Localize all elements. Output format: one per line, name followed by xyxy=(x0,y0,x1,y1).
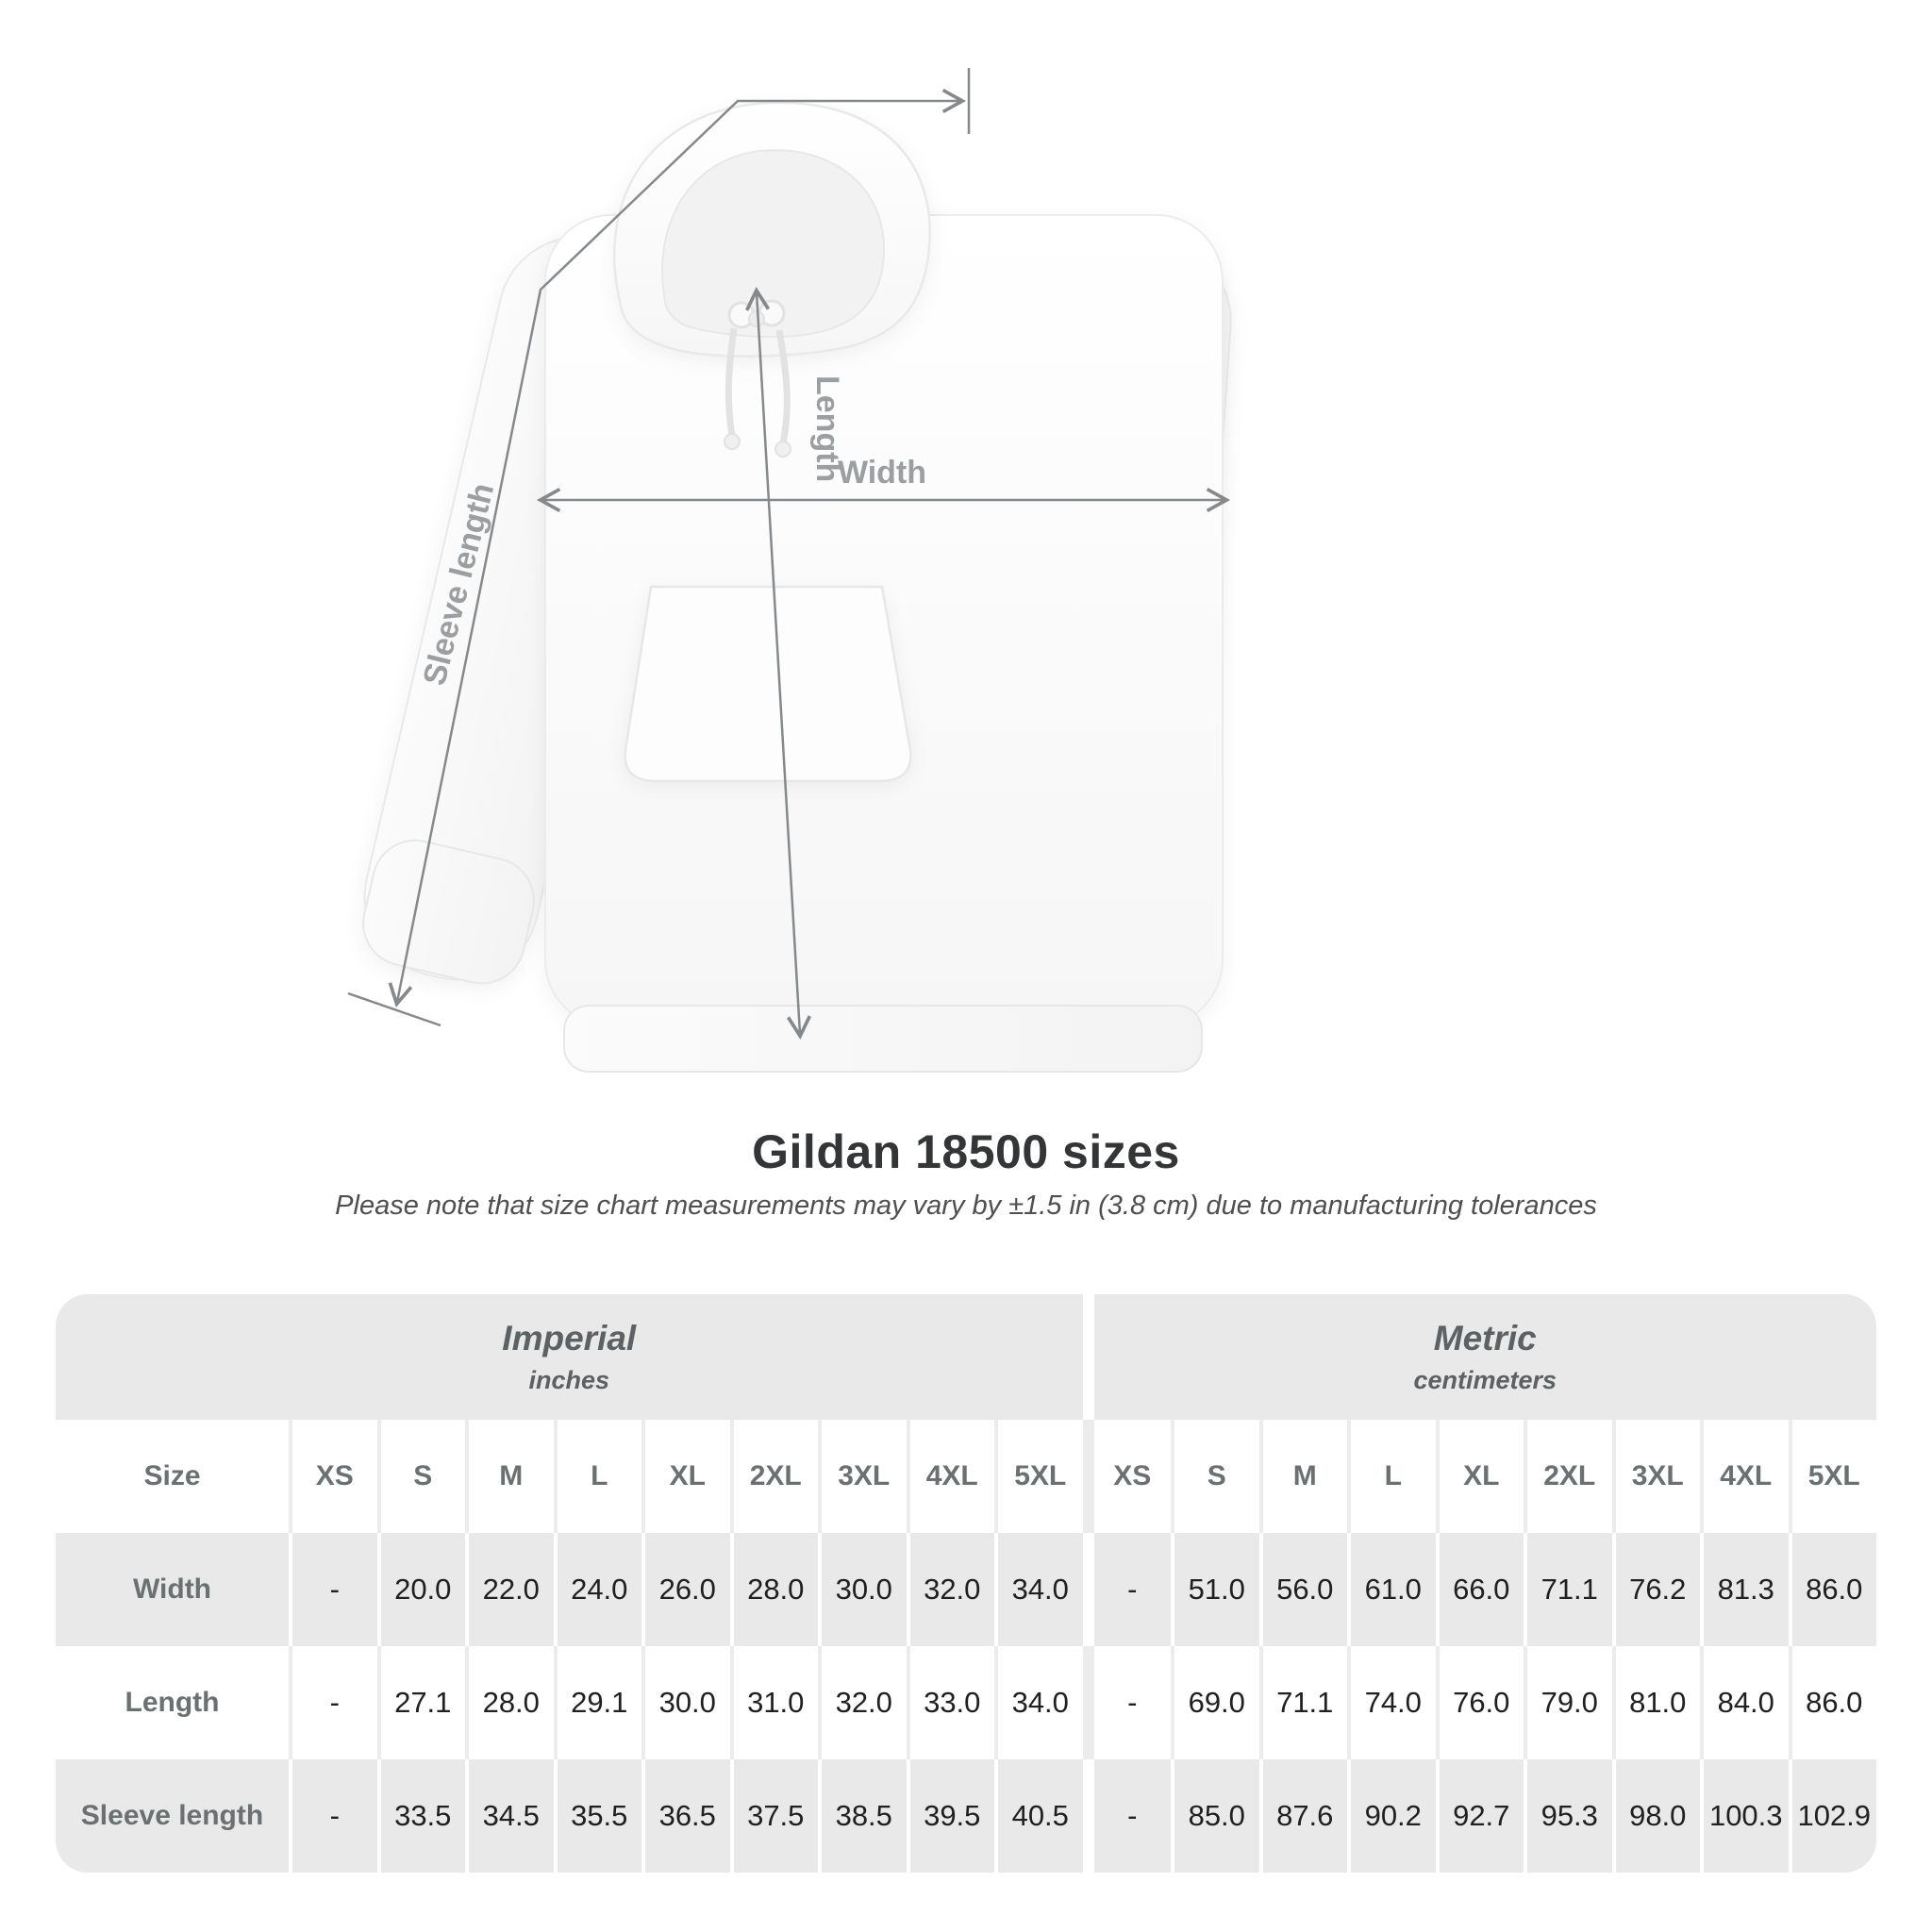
metric-value-cell: - xyxy=(1083,1533,1172,1646)
metric-size-col-xl: XL xyxy=(1436,1420,1524,1533)
imperial-band xyxy=(56,1294,1083,1420)
imperial-size-col-xs: XS xyxy=(289,1420,377,1533)
imperial-value-cell: 38.5 xyxy=(818,1759,907,1873)
metric-value-cell: 56.0 xyxy=(1259,1533,1348,1646)
metric-value-cell: 85.0 xyxy=(1171,1759,1259,1873)
row-label: Width xyxy=(56,1533,289,1646)
metric-value-cell: 79.0 xyxy=(1524,1646,1612,1759)
metric-value-cell: 98.0 xyxy=(1612,1759,1701,1873)
metric-size-col-l: L xyxy=(1347,1420,1436,1533)
imperial-value-cell: 40.5 xyxy=(994,1759,1083,1873)
row-length xyxy=(56,1646,1876,1759)
metric-size-col-xs: XS xyxy=(1083,1420,1172,1533)
imperial-value-cell: 34.0 xyxy=(994,1646,1083,1759)
imperial-value-cell: 28.0 xyxy=(730,1533,819,1646)
imperial-value-cell: 22.0 xyxy=(465,1533,554,1646)
imperial-value-cell: 30.0 xyxy=(818,1533,907,1646)
imperial-size-col-xl: XL xyxy=(641,1420,730,1533)
metric-value-cell: - xyxy=(1083,1759,1172,1873)
imperial-value-cell: 34.0 xyxy=(994,1533,1083,1646)
imperial-value-cell: 34.5 xyxy=(465,1759,554,1873)
metric-band-title: Metric xyxy=(1433,1318,1537,1357)
metric-band-unit: centimeters xyxy=(1413,1366,1557,1395)
kangaroo-pocket xyxy=(625,587,911,781)
imperial-value-cell: 30.0 xyxy=(641,1646,730,1759)
size-column-header: Size xyxy=(56,1420,289,1533)
imperial-value-cell: 20.0 xyxy=(377,1533,466,1646)
imperial-value-cell: 36.5 xyxy=(641,1759,730,1873)
metric-value-cell: 69.0 xyxy=(1171,1646,1259,1759)
metric-value-cell: 87.6 xyxy=(1259,1759,1348,1873)
hem-band xyxy=(564,1006,1202,1072)
imperial-value-cell: 29.1 xyxy=(554,1646,642,1759)
metric-value-cell: 92.7 xyxy=(1436,1759,1524,1873)
metric-value-cell: - xyxy=(1083,1646,1172,1759)
imperial-value-cell: 39.5 xyxy=(907,1759,995,1873)
metric-size-col-s: S xyxy=(1171,1420,1259,1533)
metric-value-cell: 61.0 xyxy=(1347,1533,1436,1646)
imperial-size-col-m: M xyxy=(465,1420,554,1533)
row-label: Length xyxy=(56,1646,289,1759)
imperial-size-col-4xl: 4XL xyxy=(907,1420,995,1533)
imperial-size-col-s: S xyxy=(377,1420,466,1533)
imperial-value-cell: - xyxy=(289,1646,377,1759)
metric-size-col-5xl: 5XL xyxy=(1789,1420,1877,1533)
imperial-value-cell: - xyxy=(289,1533,377,1646)
metric-value-cell: 95.3 xyxy=(1524,1759,1612,1873)
metric-value-cell: 81.0 xyxy=(1612,1646,1701,1759)
imperial-value-cell: - xyxy=(289,1759,377,1873)
size-table xyxy=(56,1294,1876,1873)
metric-size-col-m: M xyxy=(1259,1420,1348,1533)
metric-size-col-3xl: 3XL xyxy=(1612,1420,1701,1533)
metric-value-cell: 76.2 xyxy=(1612,1533,1701,1646)
imperial-value-cell: 32.0 xyxy=(907,1533,995,1646)
imperial-value-cell: 37.5 xyxy=(730,1759,819,1873)
metric-band xyxy=(1083,1294,1877,1420)
metric-value-cell: 76.0 xyxy=(1436,1646,1524,1759)
imperial-value-cell: 35.5 xyxy=(554,1759,642,1873)
row-width xyxy=(56,1533,1876,1646)
metric-value-cell: 86.0 xyxy=(1789,1533,1877,1646)
metric-value-cell: 100.3 xyxy=(1700,1759,1789,1873)
sleeve-length-measure-label: Sleeve length xyxy=(416,479,502,690)
metric-value-cell: 71.1 xyxy=(1524,1533,1612,1646)
row-label: Sleeve length xyxy=(56,1759,289,1873)
imperial-size-col-l: L xyxy=(554,1420,642,1533)
unit-band-row xyxy=(56,1294,1876,1420)
page-title: Gildan 18500 sizes xyxy=(752,1125,1180,1178)
imperial-band-unit: inches xyxy=(528,1366,610,1395)
width-measure-label: Width xyxy=(837,455,927,491)
imperial-size-col-3xl: 3XL xyxy=(818,1420,907,1533)
tolerance-note: Please note that size chart measurements may vary by ±1.5 in (3.8 cm) due to manufacturing tolerances xyxy=(335,1191,1597,1221)
row-sleeve-length xyxy=(56,1759,1876,1873)
sleeve-bottom-tick xyxy=(348,993,441,1025)
metric-value-cell: 84.0 xyxy=(1700,1646,1789,1759)
imperial-value-cell: 33.0 xyxy=(907,1646,995,1759)
metric-value-cell: 81.3 xyxy=(1700,1533,1789,1646)
imperial-size-col-5xl: 5XL xyxy=(994,1420,1083,1533)
imperial-value-cell: 24.0 xyxy=(554,1533,642,1646)
imperial-value-cell: 31.0 xyxy=(730,1646,819,1759)
imperial-value-cell: 33.5 xyxy=(377,1759,466,1873)
metric-size-col-2xl: 2XL xyxy=(1524,1420,1612,1533)
metric-value-cell: 90.2 xyxy=(1347,1759,1436,1873)
size-table-container xyxy=(56,1294,1876,1873)
imperial-band-title: Imperial xyxy=(502,1318,637,1357)
imperial-value-cell: 27.1 xyxy=(377,1646,466,1759)
metric-value-cell: 86.0 xyxy=(1789,1646,1877,1759)
metric-size-col-4xl: 4XL xyxy=(1700,1420,1789,1533)
imperial-value-cell: 28.0 xyxy=(465,1646,554,1759)
imperial-size-col-2xl: 2XL xyxy=(730,1420,819,1533)
metric-value-cell: 102.9 xyxy=(1789,1759,1877,1873)
metric-value-cell: 51.0 xyxy=(1171,1533,1259,1646)
length-measure-label: Length xyxy=(809,375,845,483)
size-header-row xyxy=(56,1420,1876,1533)
imperial-value-cell: 32.0 xyxy=(818,1646,907,1759)
metric-value-cell: 66.0 xyxy=(1436,1533,1524,1646)
metric-value-cell: 74.0 xyxy=(1347,1646,1436,1759)
metric-value-cell: 71.1 xyxy=(1259,1646,1348,1759)
imperial-value-cell: 26.0 xyxy=(641,1533,730,1646)
